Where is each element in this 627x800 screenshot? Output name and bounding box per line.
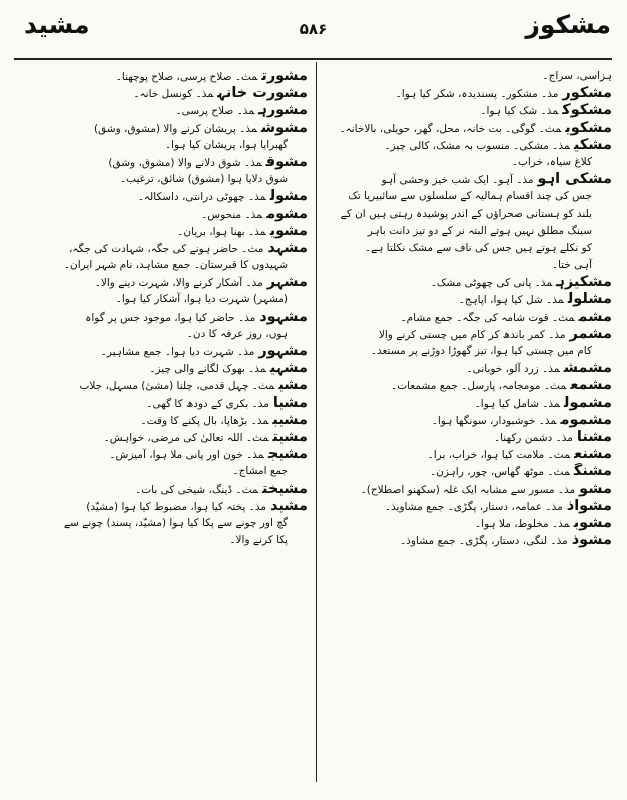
entry-headword: مشیخت: [261, 480, 308, 497]
entry-definition: مذ۔ زرد آلو، خوبانی۔: [466, 363, 560, 376]
entry-definition: مذ۔ مشکور۔ پسندیدہ، شکر کیا ہوا۔: [395, 88, 559, 101]
dictionary-entry-line: [326, 498, 612, 515]
entry-definition: مث۔ ملامت کیا ہوا، خراب، برا۔: [427, 449, 571, 462]
entry-definition: جمع امشاج۔: [232, 465, 288, 478]
entry-definition: جس کی چند اقسام ہمالیہ کے سلسلوں سے سائبیریا تک: [348, 190, 592, 203]
entry-definition: مذ۔ عمامہ، دستار، پگڑی۔ جمع مشاویذ۔: [384, 500, 563, 513]
dictionary-entry-line: [326, 154, 612, 171]
dictionary-entry-line: [326, 102, 612, 119]
dictionary-entry-line: [18, 395, 308, 412]
dictionary-entry-line: [18, 377, 308, 394]
entry-definition: مث۔ گوگی۔ بت خانہ، محل، گھر، حویلی، بالاخانہ۔: [339, 122, 562, 135]
entry-definition: مذ۔ شوق دلانے والا (مشوق، وشق): [108, 156, 262, 169]
entry-definition: مث۔ موٹھ گھاس، چور، راہزن۔: [430, 466, 570, 479]
entry-definition: مث۔ چہل قدمی، چلنا (مشیٔ) مسہل، جلاب: [79, 380, 275, 393]
entry-definition: مذ۔ خون اور پانی ملا ہوا، آمیزش۔: [109, 449, 264, 462]
dictionary-entry-line: [18, 68, 308, 85]
entry-definition: مذ۔ منحوس۔: [201, 208, 263, 221]
entry-definition: (مشہر) شہرت دیا ہوا، آشکار کیا ہوا۔: [115, 293, 288, 306]
entry-definition: مذ۔ شہرت دیا ہوا۔ جمع مشاہیر۔: [100, 346, 255, 358]
entry-headword: مشکوی: [565, 119, 612, 136]
header-right-word: مشکوز: [525, 10, 611, 39]
entry-definition: آہی ختا۔: [551, 259, 592, 272]
header-left-word: مشید: [24, 10, 90, 39]
entry-definition: مذ۔ حاضر کیا ہوا، موجود جس پر گواہ: [85, 311, 256, 324]
dictionary-entry-line: [18, 188, 308, 205]
page-header: [10, 8, 617, 58]
dictionary-entry-line: [326, 532, 612, 549]
dictionary-entry-line: [326, 429, 612, 446]
dictionary-entry-line: [326, 395, 612, 412]
entry-definition: ہوں، روز عرفہ کا دن۔: [186, 327, 288, 340]
entry-definition: مذ۔ کمر باندھ کر کام میں چستی کرنے والا: [378, 328, 566, 341]
entry-definition: مذ۔ مخلوط، ملا ہوا۔: [475, 517, 570, 530]
dictionary-entry-line: [326, 240, 612, 257]
left-column: [18, 68, 308, 784]
dictionary-entry-line: [326, 223, 612, 240]
entry-headword: مشم: [578, 308, 612, 325]
dictionary-entry-line: [18, 429, 308, 446]
dictionary-entry-line: [18, 326, 308, 343]
entry-headword: مشہی: [269, 360, 308, 377]
entry-definition: مذ۔ بکری کے دودھ کا گھی۔: [146, 397, 269, 410]
entry-definition: گچ اور چونے سے پکا کیا ہوا (مشیّد، پسند) چونے سے: [63, 516, 288, 529]
dictionary-entry-line: [18, 120, 308, 137]
dictionary-entry-line: [326, 360, 612, 377]
entry-definition: مذ۔ صلاح پرسی۔: [175, 105, 255, 118]
entry-headword: مشنا: [576, 428, 612, 445]
entry-headword: مشید: [269, 497, 308, 514]
entry-definition: مث۔ ڈینگ، شیخی کی بات۔: [135, 483, 258, 496]
entry-headword: مشکیزہ: [556, 274, 612, 291]
dictionary-entry-line: [326, 85, 612, 102]
dictionary-entry-line: [326, 446, 612, 463]
entry-headword: مشہود: [259, 308, 308, 325]
dictionary-entry-line: [326, 171, 612, 188]
dictionary-entry-line: [18, 360, 308, 377]
entry-definition: مذ۔ چھوٹی درانتی، داسکالہ۔: [137, 191, 266, 204]
dictionary-entry-line: [18, 137, 308, 154]
dictionary-entry-line: [326, 137, 612, 154]
entry-headword: مشیب: [272, 411, 308, 428]
entry-headword: مشہد: [267, 239, 308, 256]
entry-headword: مشواذ: [566, 497, 612, 514]
dictionary-entry-line: [18, 291, 308, 308]
dictionary-entry-line: [18, 446, 308, 463]
entry-definition: شوق دلایا ہوا (مشوق) شائق، ترغیب۔: [120, 173, 288, 186]
entry-definition: کو نکلے ہوتے ہیں جس کی ناف سے مشک نکلتا ہے۔: [364, 241, 592, 254]
page-number: ۵۸۶: [299, 20, 328, 38]
entry-definition: کام میں چستی کیا ہوا، تیز گھوڑا دوڑنے پر مستعد۔: [370, 345, 592, 357]
dictionary-entry-line: [326, 481, 612, 498]
dictionary-entry-line: [18, 309, 308, 326]
dictionary-entry-line: [18, 154, 308, 171]
entry-definition: مذ۔ لنگی، دستار، پگڑی۔ جمع مشاوذ۔: [400, 535, 568, 548]
entry-definition: گھبرایا ہوا، پریشان کیا ہوا۔: [164, 138, 288, 151]
entry-headword: مشورت خانہ: [217, 85, 308, 102]
entry-definition: مذ۔ مشکی۔ منسوب بہ مشک، کالی چیز۔: [384, 139, 570, 152]
entry-headword: مشوذ: [571, 532, 612, 549]
entry-headword: مشلول: [567, 291, 612, 308]
dictionary-entry-line: [326, 206, 612, 223]
dictionary-entry-line: [18, 412, 308, 429]
dictionary-entry-line: [326, 412, 612, 429]
entry-headword: مشمع: [570, 377, 612, 394]
entry-definition: مث۔ اللہ تعالیٰ کی مرضی، خواہش۔: [103, 431, 269, 444]
dictionary-entry-line: [18, 257, 308, 274]
dictionary-entry-line: [18, 343, 308, 360]
entry-definition: مذ۔ دشمن رکھنا۔: [493, 431, 573, 444]
entry-headword: مشوی: [269, 222, 308, 239]
entry-definition: مذ۔ آہو۔ ایک شب خیز وحشی آہو: [381, 174, 534, 187]
dictionary-entry-line: [326, 343, 612, 360]
dictionary-entry-line: [326, 291, 612, 308]
dictionary-entry-line: [326, 515, 612, 532]
dictionary-entry-line: [326, 257, 612, 274]
entry-headword: مشمش: [563, 360, 612, 377]
entry-headword: مشکی آہو: [537, 171, 612, 188]
entry-definition: مذ۔ شل کیا ہوا، اپاہج۔: [458, 294, 564, 307]
dictionary-entry-line: [18, 532, 308, 549]
entry-definition: مذ۔ خوشبودار، سونگھا ہوا۔: [431, 414, 557, 427]
dictionary-entry-line: [18, 85, 308, 102]
entry-definition: مذ۔ کونسل خانہ۔: [133, 88, 214, 101]
entry-headword: مشکوک: [562, 102, 612, 119]
entry-definition: مث۔ مومجامہ، پارسل۔ جمع مشمعات۔: [391, 380, 567, 393]
dictionary-entry-line: [18, 171, 308, 188]
dictionary-entry-line: [326, 309, 612, 326]
dictionary-entry-line: [18, 515, 308, 532]
entry-definition: مذ۔ پریشان کرنے والا (مشوق، وشق): [93, 122, 257, 135]
dictionary-entry-line: [326, 326, 612, 343]
entry-definition: مذ۔ آشکار کرنے والا، شہرت دینے والا۔: [94, 277, 263, 290]
dictionary-entry-line: [18, 102, 308, 119]
entry-definition: مذ۔ مسور سے مشابہ ایک غلہ (سکھنو اصطلاح)۔: [360, 483, 576, 496]
dictionary-entry-line: [326, 463, 612, 480]
entry-definition: مث۔ صلاح پرسی، صلاح پوچھنا۔: [115, 71, 258, 83]
entry-definition: مذ۔ پانی کی چھوٹی مشک۔: [430, 277, 553, 290]
header-rule: [14, 58, 612, 60]
dictionary-entry-line: [18, 274, 308, 291]
entry-definition: مذ۔ بھنا ہوا، بریان۔: [177, 225, 266, 238]
entry-headword: مشو: [579, 480, 612, 497]
right-column: [326, 68, 612, 784]
entry-headword: مشوش: [260, 119, 308, 136]
dictionary-entry-line: [18, 463, 308, 480]
entry-headword: مشکی: [573, 136, 612, 153]
entry-definition: شہیدوں کا قبرستان۔ جمع مشاہد، نام شہر ایران۔: [63, 259, 288, 272]
dictionary-entry-line: [18, 498, 308, 515]
entry-definition: مذ۔ شامل کیا ہوا۔: [474, 397, 560, 410]
entry-headword: مشمر: [569, 325, 612, 342]
dictionary-entry-line: [326, 274, 612, 291]
entry-definition: مذ۔ شک کیا ہوا۔: [480, 105, 559, 118]
entry-definition: بلند کو ہستانی صحراؤں کے اندر پوشیدہ رہتی ہیں ان کے: [340, 207, 592, 220]
entry-headword: مشورہ: [258, 102, 308, 119]
entry-headword: مشنع: [574, 446, 612, 463]
entry-headword: مشکور: [562, 85, 612, 102]
entry-definition: کلاغ سیاہ، خراب۔: [511, 155, 592, 168]
entry-headword: مشنگ: [573, 463, 612, 480]
dictionary-entry-line: [18, 240, 308, 257]
entry-definition: مث۔ قوت شامہ کی جگہ۔ جمع مشام۔: [400, 311, 575, 324]
entry-definition: مذ۔ بڑھاپا، بال پکنے کا وقت۔: [140, 414, 269, 427]
entry-headword: مشوم: [266, 205, 308, 222]
dictionary-entry-line: [326, 188, 612, 205]
dictionary-entry-line: [18, 223, 308, 240]
entry-definition: مث۔ حاضر ہونے کی جگہ، شہادت کی جگہ،: [69, 242, 264, 255]
entry-definition: مذ۔ بھوک لگانے والی چیز۔: [149, 363, 266, 376]
entry-headword: مشموم: [560, 411, 612, 428]
dictionary-entry-line: [326, 68, 612, 85]
entry-headword: مشمول: [564, 394, 612, 411]
entry-headword: مشول: [269, 188, 308, 205]
entry-headword: مشی: [278, 377, 308, 394]
column-divider: [316, 62, 317, 782]
entry-headword: مشورت: [261, 68, 308, 84]
entry-definition: مذ۔ پختہ کیا ہوا، مضبوط کیا ہوا (مشیّد): [86, 500, 266, 513]
entry-headword: مشیا: [272, 394, 308, 411]
entry-headword: مشوب: [573, 514, 612, 531]
entry-definition: پکا کرنے والا۔: [229, 534, 288, 547]
entry-headword: مشہور: [258, 343, 308, 359]
dictionary-entry-line: [18, 206, 308, 223]
dictionary-entry-line: [326, 377, 612, 394]
entry-headword: مشیج: [267, 446, 308, 463]
entry-headword: مشہر: [266, 274, 308, 291]
entry-definition: سینگ مطلق نہیں ہوتے البتہ نر کے دو تیز دانت باہر: [367, 224, 592, 237]
entry-headword: مشوق: [265, 153, 308, 170]
dictionary-entry-line: [18, 481, 308, 498]
entry-headword: مشیت: [272, 428, 308, 445]
entry-definition: ہزاسی، سراج۔: [542, 70, 612, 82]
dictionary-entry-line: [326, 120, 612, 137]
dictionary-page: [10, 8, 617, 792]
